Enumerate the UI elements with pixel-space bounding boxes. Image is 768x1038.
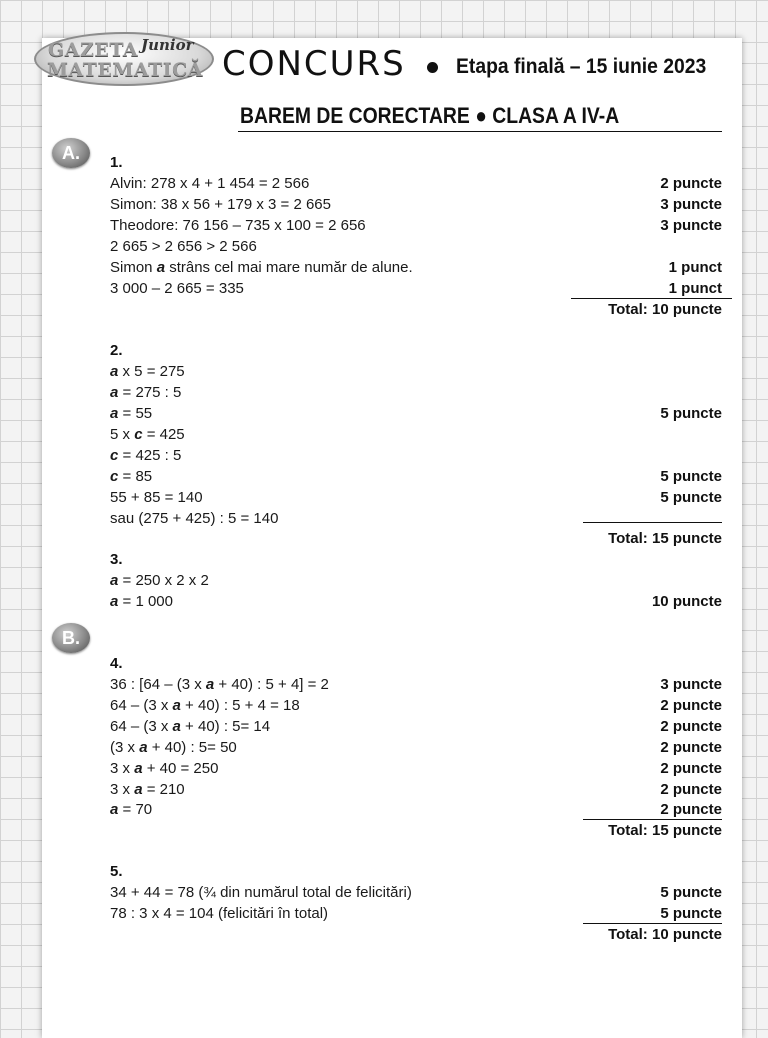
total-rule: [571, 298, 732, 299]
solution-text: (3 x a + 40) : 5= 50: [110, 739, 237, 756]
solution-text: a = 55: [110, 405, 153, 422]
solution-text: c = 425 : 5: [110, 447, 182, 464]
question-number: 5.: [110, 863, 123, 880]
section-badge-a: A.: [52, 138, 90, 168]
solution-text: Alvin: 278 x 4 + 1 454 = 2 566: [110, 175, 310, 192]
solution-text: 34 + 44 = 78 (¾ din numărul total de felicitări): [110, 884, 412, 901]
solution-row: [110, 780, 722, 800]
question-number: 1.: [110, 154, 123, 171]
logo-line-2: MATEMATICĂ: [47, 59, 203, 81]
total-label: Total: 10 puncte: [608, 301, 722, 318]
solution-text: a = 275 : 5: [110, 384, 182, 401]
solution-text: a = 250 x 2 x 2: [110, 572, 209, 589]
solution-row: [110, 883, 722, 903]
question-number: 3.: [110, 551, 123, 568]
solution-text: 3 000 – 2 665 = 335: [110, 280, 244, 297]
solution-row: [110, 592, 722, 612]
total-label: Total: 15 puncte: [608, 822, 722, 839]
points-label: 1 punct: [668, 259, 722, 276]
points-label: 5 puncte: [660, 884, 722, 901]
solution-text: 78 : 3 x 4 = 104 (felicitări în total): [110, 905, 329, 922]
header-concurs: CONCURS: [222, 44, 406, 84]
question-number: 4.: [110, 655, 123, 672]
points-label: 2 puncte: [660, 175, 722, 192]
solution-row: [110, 738, 722, 758]
points-label: 10 puncte: [651, 593, 722, 610]
solution-text: c = 85: [110, 468, 153, 485]
solution-row: [110, 759, 722, 779]
points-label: 2 puncte: [660, 801, 722, 818]
solution-row: [110, 696, 722, 716]
solution-text: sau (275 + 425) : 5 = 140: [110, 510, 279, 527]
points-label: 2 puncte: [660, 781, 722, 798]
solution-row: [110, 675, 722, 695]
points-label: 1 punct: [668, 280, 722, 297]
solution-row: [110, 509, 722, 529]
section-badge-b: B.: [52, 623, 90, 653]
solution-row: [110, 237, 722, 257]
solution-row: [110, 488, 722, 508]
points-label: 5 puncte: [660, 905, 722, 922]
solution-text: 3 x a = 210: [110, 781, 185, 798]
points-label: 2 puncte: [660, 718, 722, 735]
logo-junior: Junior: [141, 36, 194, 54]
solution-text: 55 + 85 = 140: [110, 489, 203, 506]
solution-row: [110, 195, 722, 215]
solution-row: [110, 404, 722, 424]
points-label: 2 puncte: [660, 739, 722, 756]
bullet-icon: [427, 62, 438, 73]
solution-row: [110, 174, 722, 194]
solution-text: 64 – (3 x a + 40) : 5= 14: [110, 718, 271, 735]
solution-text: 3 x a + 40 = 250: [110, 760, 219, 777]
solution-text: a = 1 000: [110, 593, 173, 610]
page-title: BAREM DE CORECTARE ● CLASA A IV-A: [240, 103, 620, 128]
solution-text: 2 665 > 2 656 > 2 566: [110, 238, 257, 255]
solution-row: [110, 800, 722, 820]
total-rule: [583, 819, 722, 820]
points-label: 3 puncte: [660, 217, 722, 234]
solution-row: [110, 258, 722, 278]
solution-row: [110, 425, 722, 445]
solution-text: Theodore: 76 156 – 735 x 100 = 2 656: [110, 217, 366, 234]
solution-row: [110, 571, 722, 591]
points-label: 2 puncte: [660, 697, 722, 714]
points-label: 3 puncte: [660, 676, 722, 693]
points-label: 5 puncte: [660, 405, 722, 422]
solution-row: [110, 383, 722, 403]
solution-text: Simon: 38 x 56 + 179 x 3 = 2 665: [110, 196, 331, 213]
solution-text: a = 70: [110, 801, 153, 818]
points-label: 5 puncte: [660, 489, 722, 506]
total-rule: [583, 522, 722, 523]
solution-row: [110, 467, 722, 487]
solution-row: [110, 717, 722, 737]
question-number: 2.: [110, 342, 123, 359]
solution-row: [110, 216, 722, 236]
solution-text: Simon a strâns cel mai mare număr de alune.: [110, 259, 413, 276]
title-underline: [238, 131, 722, 132]
solution-text: 64 – (3 x a + 40) : 5 + 4 = 18: [110, 697, 300, 714]
solution-row: [110, 904, 722, 924]
solution-row: [110, 362, 722, 382]
points-label: 3 puncte: [660, 196, 722, 213]
total-label: Total: 15 puncte: [608, 530, 722, 547]
solution-text: a x 5 = 275: [110, 363, 185, 380]
points-label: 5 puncte: [660, 468, 722, 485]
solution-text: 5 x c = 425: [110, 426, 185, 443]
solution-text: 36 : [64 – (3 x a + 40) : 5 + 4] = 2: [110, 676, 329, 693]
logo-line-1: GAZETA: [48, 39, 139, 61]
total-rule: [583, 923, 722, 924]
header-etapa: Etapa finală – 15 iunie 2023: [456, 55, 707, 78]
points-label: 2 puncte: [660, 760, 722, 777]
solution-row: [110, 279, 722, 299]
total-label: Total: 10 puncte: [608, 926, 722, 943]
solution-row: [110, 446, 722, 466]
gazeta-matematica-junior-logo: [34, 32, 214, 86]
